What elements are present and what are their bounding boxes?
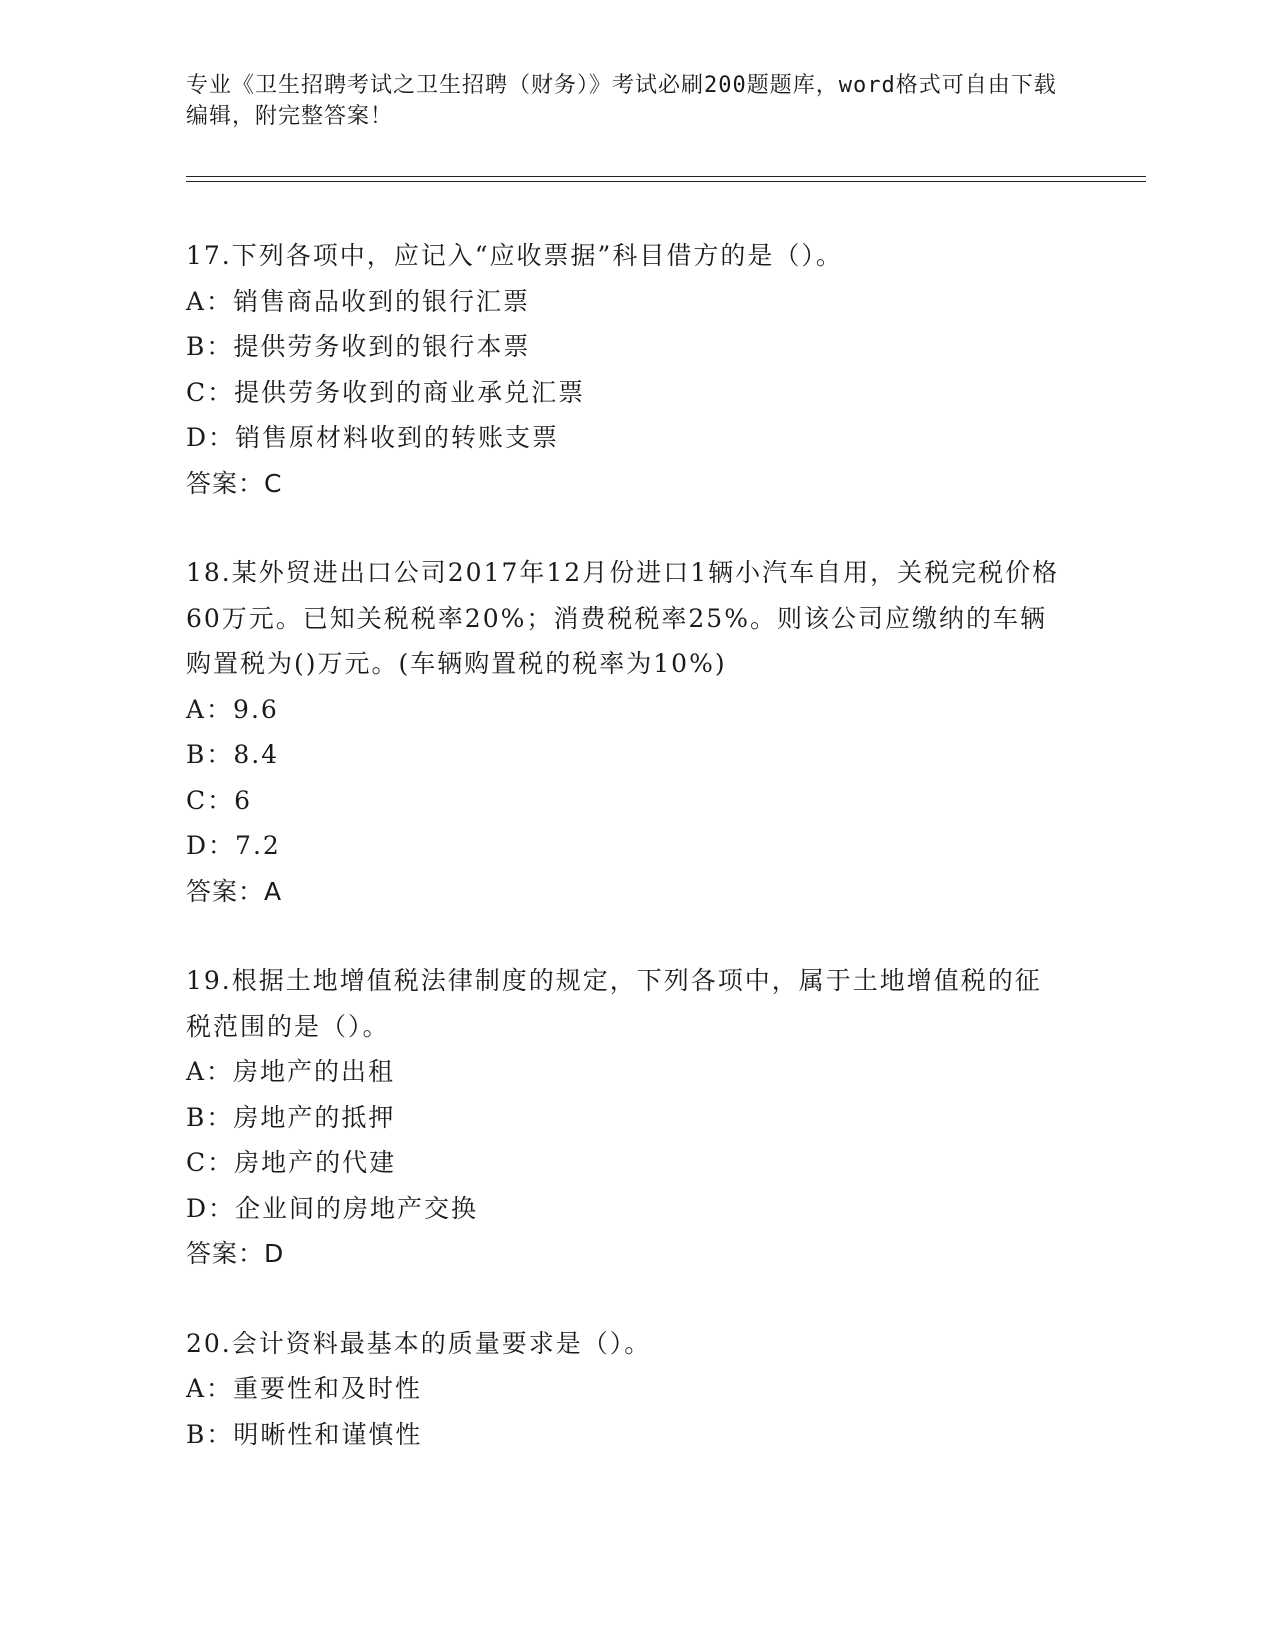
option-a: A：房地产的出租	[186, 1057, 396, 1086]
option-b: B：房地产的抵押	[186, 1102, 396, 1132]
document-header	[186, 70, 1066, 132]
option-b: B：8.4	[186, 740, 280, 769]
option-a: A：销售商品收到的银行汇票	[186, 286, 531, 316]
question-18	[186, 550, 1066, 914]
question-17	[186, 233, 1066, 506]
option-d: D：销售原材料收到的转账支票	[186, 423, 560, 452]
question-stem: 20.会计资料最基本的质量要求是（）。	[186, 1328, 652, 1358]
option-d: D：企业间的房地产交换	[186, 1193, 479, 1223]
answer: 答案：D	[186, 1239, 285, 1268]
answer: 答案：A	[186, 876, 283, 906]
question-list	[186, 233, 1066, 1501]
option-c: C：6	[186, 785, 253, 815]
question-stem: 18.某外贸进出口公司2017年12月份进口1辆小汽车自用，关税完税价格60万元。已知关税税率20%；消费税税率25%。则该公司应缴纳的车辆购置税为()万元。(车辆购置税的税率为10%)	[186, 558, 1060, 678]
option-b: B：明晰性和谨慎性	[186, 1419, 423, 1449]
option-d: D：7.2	[186, 831, 281, 860]
option-b: B：提供劳务收到的银行本票	[186, 332, 531, 361]
header-divider-top	[186, 176, 1146, 177]
header-divider-bottom	[186, 181, 1146, 182]
question-19	[186, 958, 1066, 1277]
option-c: C：房地产的代建	[186, 1148, 397, 1177]
header-text: 专业《卫生招聘考试之卫生招聘（财务）》考试必刷200题题库，word格式可自由下载编辑，附完整答案！	[186, 73, 1057, 129]
option-a: A：重要性和及时性	[186, 1374, 423, 1403]
option-c: C：提供劳务收到的商业承兑汇票	[186, 377, 586, 407]
question-20	[186, 1321, 1066, 1458]
question-stem: 19.根据土地增值税法律制度的规定，下列各项中，属于土地增值税的征税范围的是（）。	[186, 966, 1042, 1041]
question-stem: 17.下列各项中，应记入“应收票据”科目借方的是（）。	[186, 241, 843, 270]
option-a: A：9.6	[186, 694, 279, 724]
answer: 答案：C	[186, 468, 283, 498]
